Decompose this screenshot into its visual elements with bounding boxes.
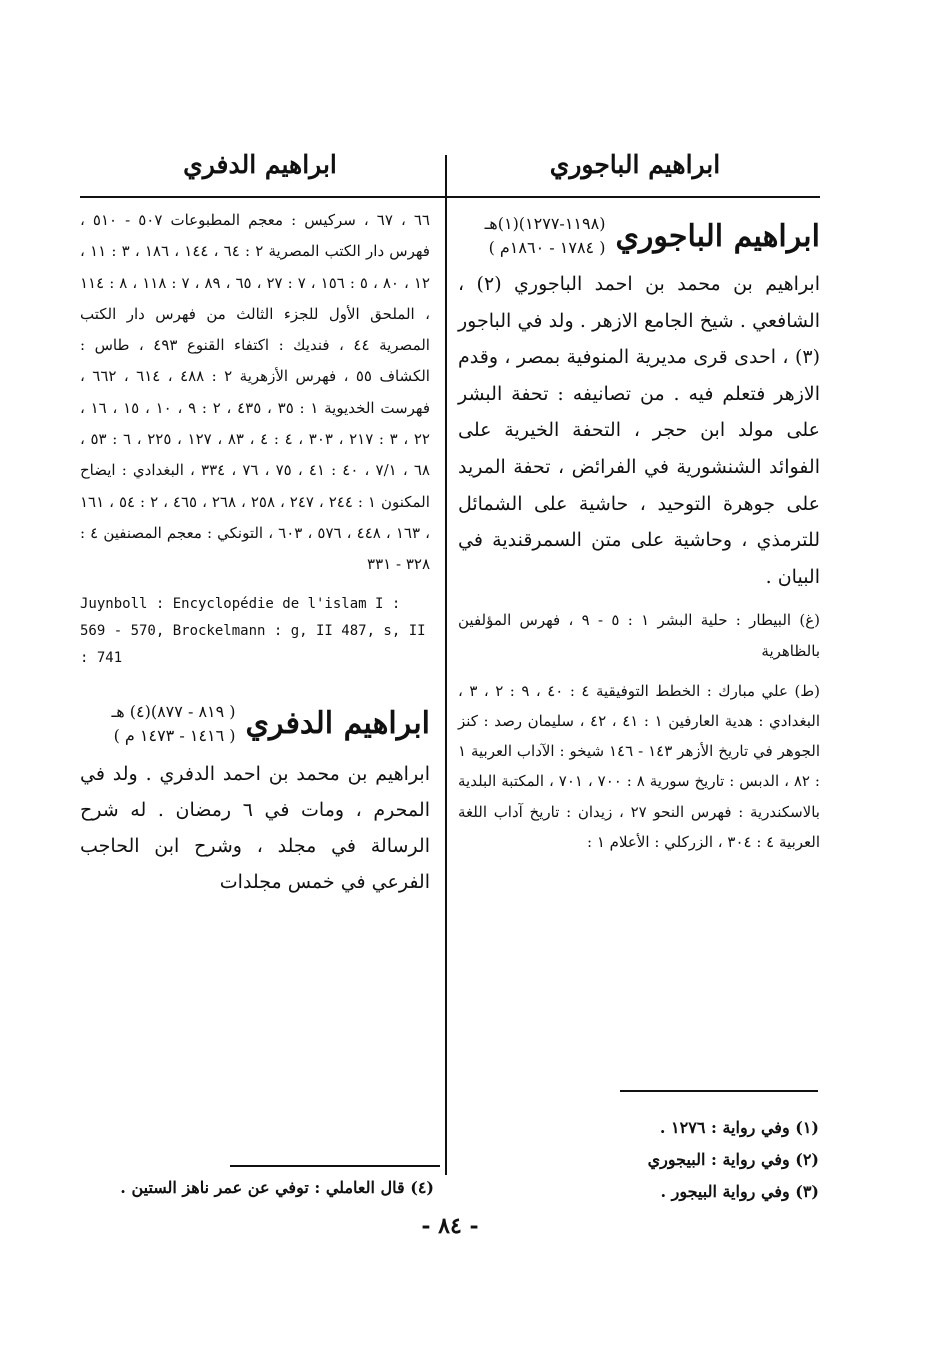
left-column	[80, 205, 430, 900]
footnote-rule-left	[230, 1165, 440, 1167]
dates-gregorian: ( ١٤١٦ - ١٤٧٣ م )	[113, 725, 236, 745]
right-column	[458, 212, 820, 857]
entry-dates	[112, 700, 236, 748]
header-right-title: ابراهيم الباجوري	[549, 150, 721, 179]
footnote-3: (٣) وفي رواية البيجور .	[660, 1182, 819, 1201]
entry-dates	[485, 212, 606, 260]
continued-sources: ٦٦ ، ٦٧ ، سركيس : معجم المطبوعات ٥٠٧ - ٥١٠ ، فهرس دار الكتب المصرية ٢ : ٦٤ ، ١٤٤ ، ١٨٦ ، ٣ : ١١ ، ١٢ ، ٨٠ ، ٥ : ١٥٦ ، ٧ : ٢٧ ، ٦٥ ، ٨٩ ، ٧ : ١١٨ ، ٨ : ١١٤ ، الملحق الأول للجزء الثالث من فهرس دار الكتب المصرية ٤٤ ، فنديك : اكتفاء القنوع ٤٩٣ ، طاس : الكشاف ٥٥ ، فهرس الأزهرية ٢ : ٤٨٨ ، ٦١٤ ، ٦٦٢ ، فهرست الخديوية ١ : ٣٥ ، ٤٣٥ ، ٢ : ٩ ، ١٠ ، ١٥ ، ١٦ ، ٢٢ ، ٣ : ٢١٧ ، ٣٠٣ ، ٤ : ٤ ، ٨٣ ، ١٢٧ ، ٢٢٥ ، ٦ : ٥٣ ، ٦٨ ، ٧/١ ، ٤٠ : ٤١ ، ٧٥ ، ٧٦ ، ٣٣٤ ، البغدادي : ايضاح المكنون ١ : ٢٤٤ ، ٢٤٧ ، ٢٥٨ ، ٢٦٨ ، ٤٦٥ ، ٢ : ٥٤ ، ١٦١ ، ١٦٣ ، ٤٤٨ ، ٥٧٦ ، ٦٠٣ ، التونكي : معجم المصنفين ٤ : ٣٢٨ - ٣٣١	[80, 211, 430, 574]
footnotes-right	[648, 1112, 819, 1208]
footnote-4: (٤) قال العاملي : توفي عن عمر ناهز الستين .	[120, 1178, 434, 1197]
column-divider	[445, 155, 447, 1175]
dates-hijri: ( ٨١٩ - ٨٧٧)(٤) هـ	[111, 701, 236, 721]
entry-body: ابراهيم بن محمد بن احمد الباجوري (٢) ، الشافعي . شيخ الجامع الازهر . ولد في الباجور (٣) ، احدى قرى مديرية المنوفية بمصر ، وقدم الازهر فتعلم فيه . من تصانيفه : تحفة البشر على مولد ابن حجر ، التحفة الخيرية على الفوائد الشنشورية في الفرائض ، تحفة المريد على جوهرة التوحيد ، حاشية على الشمائل للترمذي ، وحاشية على متن السمرقندية في البيان .	[458, 273, 820, 588]
latin-references: Juynboll : Encyclopédie de l'islam I : 569 - 570, Brockelmann : g, II 487, s, II : 741	[80, 595, 426, 666]
footnote-1: (١) وفي رواية : ١٢٧٦ .	[659, 1118, 819, 1137]
dates-gregorian: ( ١٧٨٤ - ١٨٦٠م )	[488, 238, 606, 257]
header-divider	[80, 196, 820, 198]
entry-heading-dafri	[80, 700, 430, 748]
footnote-rule-right	[620, 1090, 818, 1092]
footnote-2: (٢) وفي رواية : البيجوري	[647, 1150, 819, 1169]
header-left-title: ابراهيم الدفري	[183, 150, 337, 179]
sources-t: (ط) علي مبارك : الخطط التوفيقية ٤ : ٤٠ ، ٩ : ٢ ، ٣ ، البغدادي : هدية العارفين ١ : ٤١ ، ٤٢ ، سليمان رصد : كنز الجوهر في تاريخ الأزهر ١٤٣ - ١٤٦ شيخو : الآداب العربية ١ : ٨٢ ، الدبس : تاريخ سورية ٨ : ٧٠٠ ، ٧٠١ ، المكتبة البلدية بالاسكندرية : فهرس النحو ٢٧ ، زيدان : تاريخ آداب اللغة العربية ٤ : ٣٠٤ ، الزركلي : الأعلام ١ :	[458, 681, 821, 851]
entry-body: ابراهيم بن محمد بن احمد الدفري . ولد في المحرم ، ومات في ٦ رمضان . له شرح الرسالة في مجلد ، وشرح ابن الحاجب الفرعي في خمس مجلدات	[80, 762, 430, 893]
entry-title: ابراهيم الدفري	[245, 706, 430, 742]
running-header	[80, 150, 820, 200]
entry-title: ابراهيم الباجوري	[615, 218, 820, 254]
sources-gh: (غ) البيطار : حلية البشر ١ : ٥ - ٩ ، فهرس المؤلفين بالظاهرية	[458, 611, 821, 660]
entry-heading-bajuri	[458, 212, 820, 260]
dates-hijri: (١١٩٨-١٢٧٧)(١)هـ	[484, 214, 606, 233]
page-number: - ٨٤ -	[421, 1213, 479, 1239]
